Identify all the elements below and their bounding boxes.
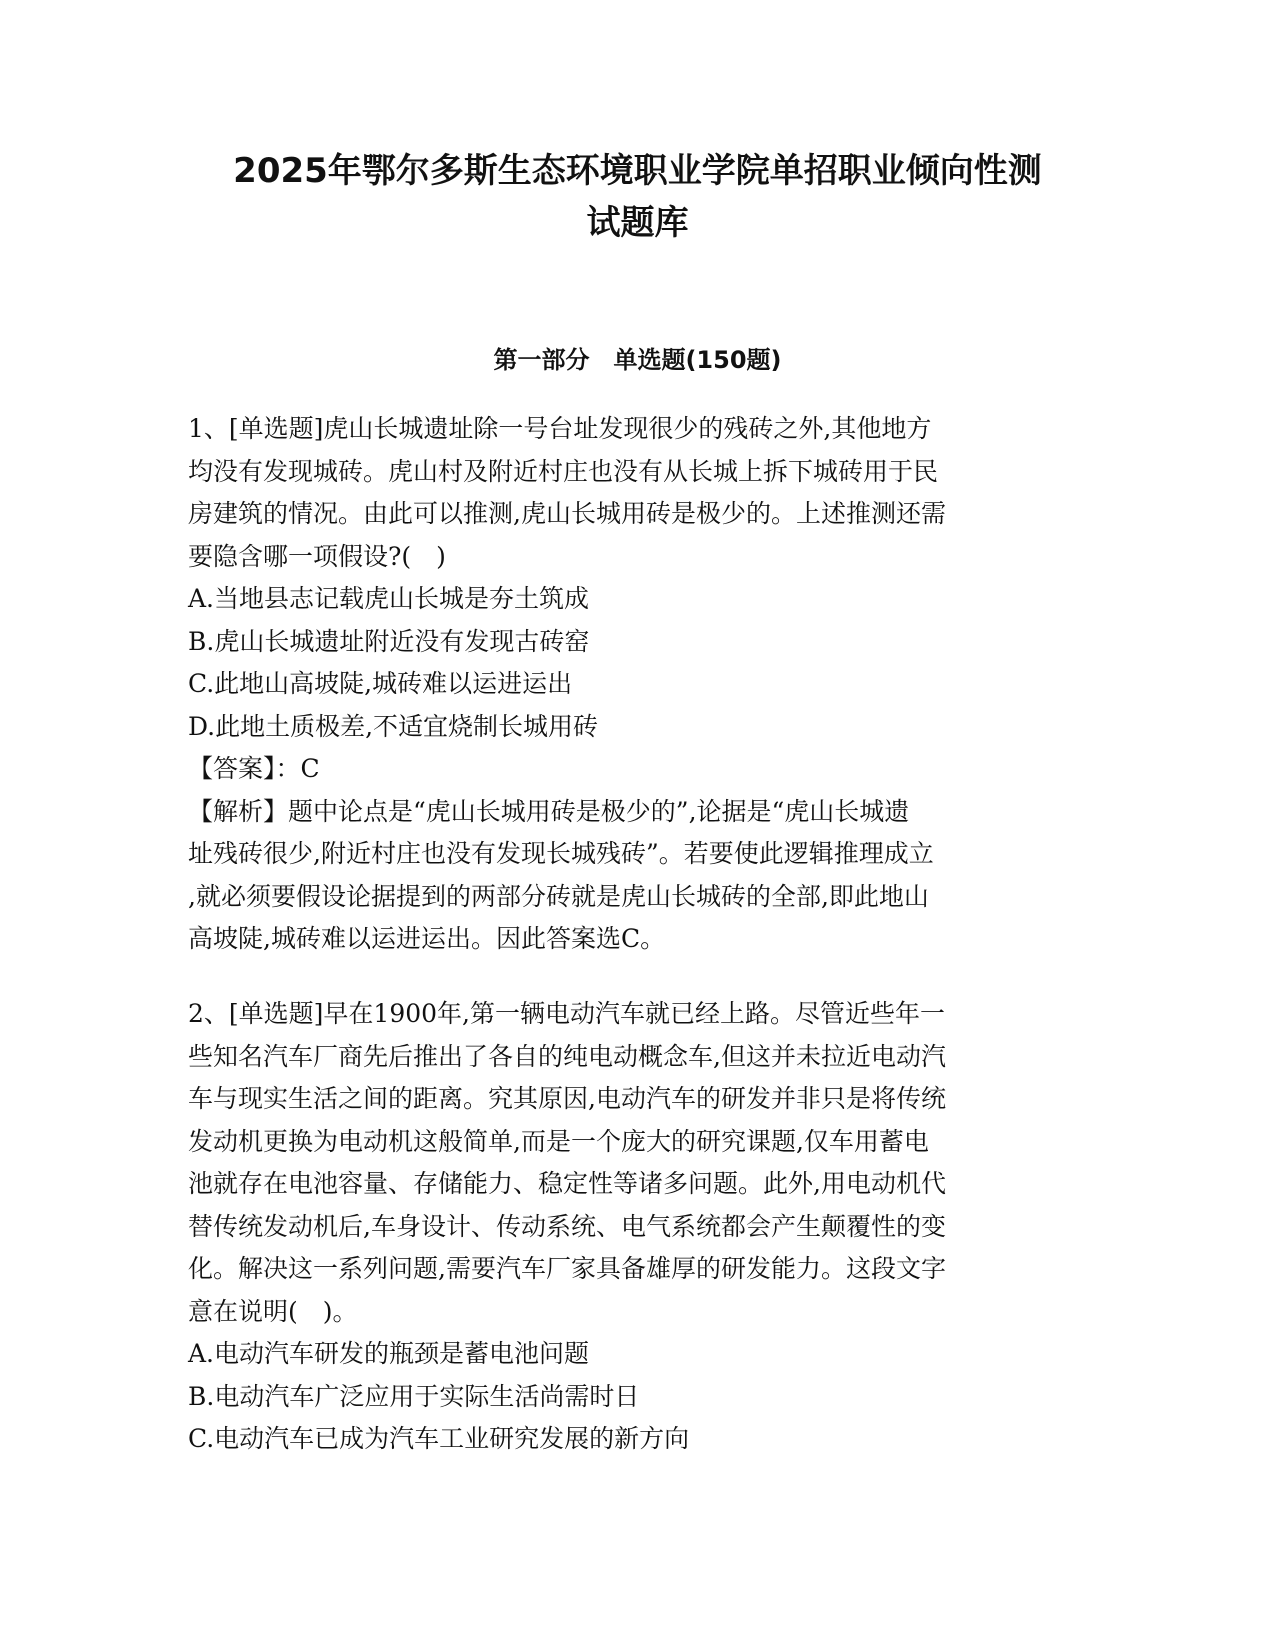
question-1-analysis-line: 高坡陡,城砖难以运进运出。因此答案选C。	[188, 924, 666, 953]
question-1-answer	[188, 748, 1083, 791]
question-2-stem-line: 些知名汽车厂商先后推出了各自的纯电动概念车,但这并未拉近电动汽	[188, 1041, 946, 1071]
answer-value: ：C	[275, 754, 320, 783]
question-1	[188, 408, 1083, 961]
question-1-stem-line: 均没有发现城砖。虎山村及附近村庄也没有从长城上拆下城砖用于民	[188, 456, 939, 486]
question-2-stem-line: 替传统发动机后,车身设计、传动系统、电气系统都会产生颠覆性的变	[188, 1211, 946, 1241]
question-2-stem-line: 车与现实生活之间的距离。究其原因,电动汽车的研发并非只是将传统	[188, 1084, 946, 1113]
question-1-stem-line: 要隐含哪一项假设?( )	[188, 541, 446, 571]
question-2-stem-line: 化。解决这一系列问题,需要汽车厂家具备雄厚的研发能力。这段文字	[188, 1254, 946, 1283]
question-2	[188, 993, 1083, 1461]
question-1-option-d: D.此地土质极差,不适宜烧制长城用砖	[188, 711, 599, 741]
document-title-line-1: 2025年鄂尔多斯生态环境职业学院单招职业倾向性测	[233, 151, 1042, 191]
question-2-option-c: C.电动汽车已成为汽车工业研究发展的新方向	[188, 1424, 690, 1453]
question-2-option-a: A.电动汽车研发的瓶颈是蓄电池问题	[188, 1339, 590, 1368]
document-title-line-2: 试题库	[586, 203, 689, 243]
answer-label: 【答案】	[188, 754, 276, 783]
question-1-option-a: A.当地县志记载虎山长城是夯土筑成	[188, 584, 590, 613]
document-title	[170, 145, 1105, 249]
section-title: 第一部分 单选题(150题)	[493, 346, 782, 374]
question-1-analysis-line: 址残砖很少,附近村庄也没有发现长城残砖”。若要使此逻辑推理成立	[188, 839, 934, 868]
question-1-stem-line: 房建筑的情况。由此可以推测,虎山长城用砖是极少的。上述推测还需	[188, 499, 946, 528]
question-2-stem-line: 池就存在电池容量、存储能力、稳定性等诸多问题。此外,用电动机代	[188, 1169, 946, 1198]
question-1-stem-line: 1、[单选题]虎山长城遗址除一号台址发现很少的残砖之外,其他地方	[188, 414, 932, 443]
question-1-analysis-line: 【解析】题中论点是“虎山长城用砖是极少的”,论据是“虎山长城遗	[188, 796, 910, 826]
question-1-option-b: B.虎山长城遗址附近没有发现古砖窑	[188, 626, 590, 656]
question-2-stem-line: 发动机更换为电动机这般简单,而是一个庞大的研究课题,仅车用蓄电	[188, 1126, 929, 1156]
question-2-option-b: B.电动汽车广泛应用于实际生活尚需时日	[188, 1381, 640, 1411]
question-2-stem-line: 2、[单选题]早在1900年,第一辆电动汽车就已经上路。尽管近些年一	[188, 999, 945, 1028]
question-2-stem-line: 意在说明( )。	[188, 1296, 358, 1326]
question-1-option-c: C.此地山高坡陡,城砖难以运进运出	[188, 669, 573, 698]
question-1-analysis-line: ,就必须要假设论据提到的两部分砖就是虎山长城砖的全部,即此地山	[188, 881, 929, 911]
